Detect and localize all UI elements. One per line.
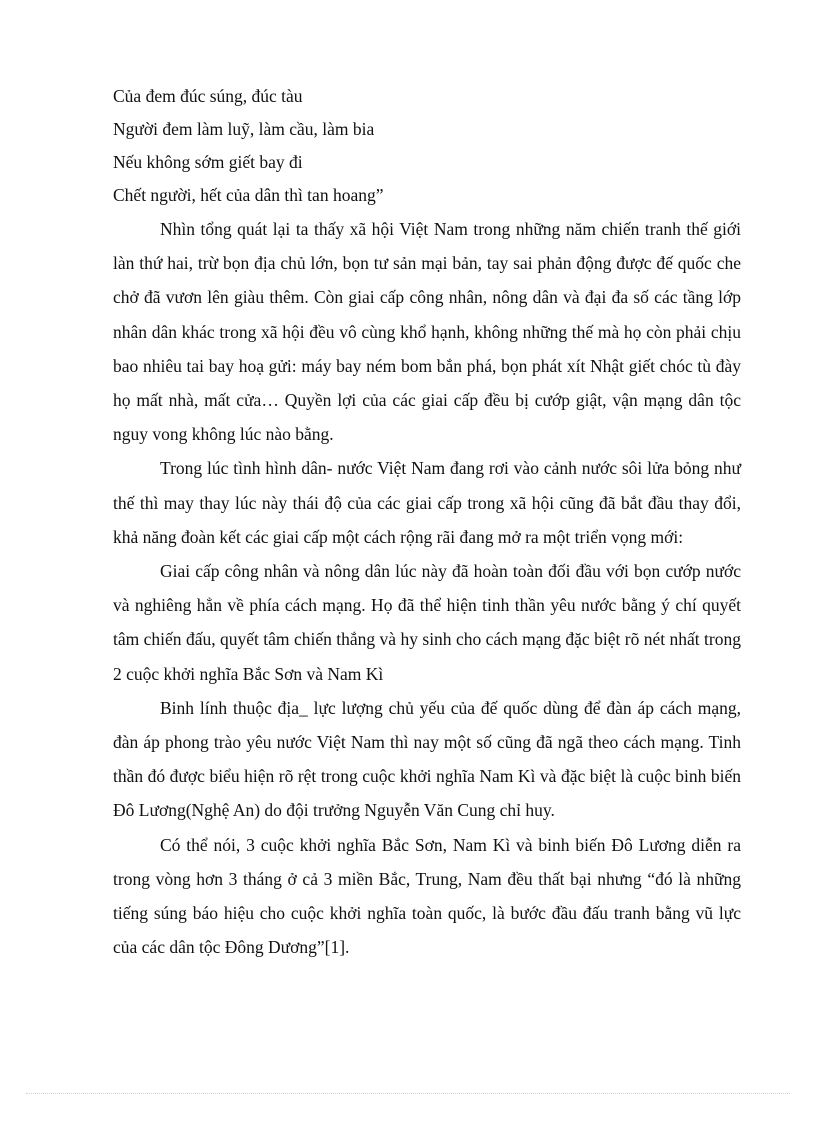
paragraph-2: Trong lúc tình hình dân- nước Việt Nam đang rơi vào cảnh nước sôi lửa bỏng như thế thì may thay lúc này thái độ của các giai cấp trong xã hội cũng đã bắt đầu thay đổi, khả năng đoàn kết các giai cấp một cách rộng rãi đang mở ra một triển vọng mới:	[113, 458, 741, 547]
poem-stanza	[113, 80, 741, 212]
poem-line-3: Nếu không sớm giết bay đi	[113, 152, 303, 172]
paragraph-4: Binh lính thuộc địa_ lực lượng chủ yếu của đế quốc dùng để đàn áp cách mạng, đàn áp phong trào yêu nước Việt Nam thì nay một số cũng đã ngã theo cách mạng. Tinh thần đó được biểu hiện rõ rệt trong cuộc khởi nghĩa Nam Kì và đặc biệt là cuộc binh biến Đô Lương(Nghệ An) do đội trưởng Nguyễn Văn Cung chỉ huy.	[113, 697, 741, 821]
poem-line-4: Chết người, hết của dân thì tan hoang”	[113, 185, 384, 205]
page-footer-divider	[26, 1093, 790, 1094]
paragraph-1: Nhìn tổng quát lại ta thấy xã hội Việt Nam trong những năm chiến tranh thế giới làn thứ hai, trừ bọn địa chủ lớn, bọn tư sản mại bản, tay sai phản động được đế quốc che chở đã vươn lên giàu thêm. Còn giai cấp công nhân, nông dân và đại đa số các tầng lớp nhân dân khác trong xã hội đều vô cùng khổ hạnh, không những thế mà họ còn phải chịu bao nhiêu tai bay hoạ gửi: máy bay ném bom bắn phá, bọn phát xít Nhật giết chóc tù đày họ mất nhà, mất cửa… Quyền lợi của các giai cấp đều bị cướp giật, vận mạng dân tộc nguy vong không lúc nào bằng.	[113, 219, 741, 445]
paragraph-5: Có thể nói, 3 cuộc khởi nghĩa Bắc Sơn, Nam Kì và binh biến Đô Lương diễn ra trong vòng hơn 3 tháng ở cả 3 miền Bắc, Trung, Nam đều thất bại nhưng “đó là những tiếng súng báo hiệu cho cuộc khởi nghĩa toàn quốc, là bước đầu đấu tranh bằng vũ lực của các dân tộc Đông Dương”[1].	[113, 834, 741, 958]
paragraph-3: Giai cấp công nhân và nông dân lúc này đã hoàn toàn đối đầu với bọn cướp nước và nghiêng hẳn về phía cách mạng. Họ đã thể hiện tinh thần yêu nước bằng ý chí quyết tâm chiến đấu, quyết tâm chiến thắng và hy sinh cho cách mạng đặc biệt rõ nét nhất trong 2 cuộc khởi nghĩa Bắc Sơn và Nam Kì	[113, 561, 741, 684]
poem-line-1: Của đem đúc súng, đúc tàu	[113, 86, 303, 106]
poem-line-2: Người đem làm luỹ, làm cầu, làm bia	[113, 119, 375, 139]
document-body	[113, 80, 741, 964]
